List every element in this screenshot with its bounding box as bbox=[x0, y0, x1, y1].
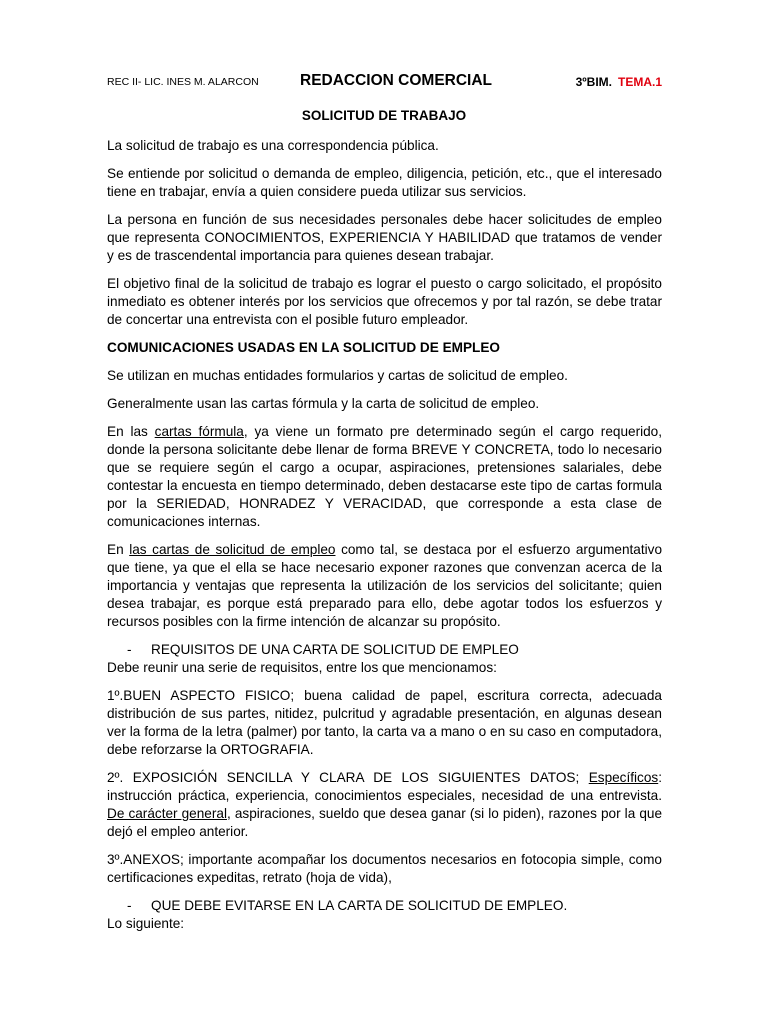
text-run: 2º. EXPOSICIÓN SENCILLA Y CLARA DE LOS SIGUIENTES DATOS; bbox=[107, 770, 589, 785]
underlined-term: De carácter general bbox=[107, 806, 227, 821]
paragraph: 3º.ANEXOS; importante acompañar los documentos necesarios en fotocopia simple, como certificaciones expeditas, retrato (hoja de vida), bbox=[107, 852, 662, 885]
underlined-term: cartas fórmula bbox=[154, 424, 244, 439]
underlined-term: Específicos bbox=[588, 770, 659, 785]
paragraph: El objetivo final de la solicitud de trabajo es lograr el puesto o cargo solicitado, el propósito inmediato es obtener interés por los servicios que ofrecemos y por tal razón, se debe tratar de concertar una entrevista con el posible futuro empleador. bbox=[107, 276, 662, 327]
text-run: , ya viene un formato pre determinado según el cargo requerido, donde la persona solicitante debe llenar de forma BREVE Y CONCRETA, todo lo necesario que se requiere según el cargo a ocupar, aspiraciones, pretensiones salariales, debe contestar la encuesta en tiempo determinado, deben destacarse este tipo de cartas formula por la SERIEDAD, HONRADEZ Y VERACIDAD, que corresponde a esta clase de comunicaciones internas. bbox=[107, 424, 663, 529]
paragraph: Lo siguiente: bbox=[107, 916, 185, 931]
header-unit bbox=[576, 75, 662, 89]
paragraph bbox=[107, 541, 662, 631]
dash-item-text: QUE DEBE EVITARSE EN LA CARTA DE SOLICITUD DE EMPLEO. bbox=[151, 898, 568, 913]
dash-marker: - bbox=[127, 898, 132, 913]
text-run: : instrucción práctica, experiencia, conocimientos especiales, necesidad de una entrevista. bbox=[107, 770, 662, 803]
section-heading: COMUNICACIONES USADAS EN LA SOLICITUD DE EMPLEO bbox=[107, 340, 500, 355]
header-tema: TEMA.1 bbox=[617, 75, 662, 89]
paragraph: Debe reunir una serie de requisitos, entre los que mencionamos: bbox=[107, 660, 497, 675]
paragraph bbox=[107, 769, 662, 841]
header-author: REC II- LIC. INES M. ALARCON bbox=[107, 76, 259, 88]
dash-item-text: REQUISITOS DE UNA CARTA DE SOLICITUD DE EMPLEO bbox=[151, 642, 519, 657]
text-run: , aspiraciones, sueldo que desea ganar (si lo piden), razones por la que dejó el empleo anterior. bbox=[107, 806, 663, 839]
paragraph: La persona en función de sus necesidades personales debe hacer solicitudes de empleo que representa CONOCIMIENTOS, EXPERIENCIA Y HABILIDAD que tratamos de vender y es de trascendental importancia para quienes desean trabajar. bbox=[107, 212, 662, 263]
paragraph: 1º.BUEN ASPECTO FISICO; buena calidad de papel, escritura correcta, adecuada distribución de sus partes, nitidez, pulcritud y agradable presentación, en algunas desean ver la forma de la letra (palmer) por tanto, la carta va a mano o en su caso en computadora, debe reforzarse la ORTOGRAFIA. bbox=[107, 688, 662, 757]
dash-list-item bbox=[107, 897, 662, 915]
dash-marker: - bbox=[127, 642, 132, 657]
paragraph bbox=[107, 423, 662, 531]
underlined-term: las cartas de solicitud de empleo bbox=[129, 542, 336, 557]
text-run: En las bbox=[107, 424, 155, 439]
paragraph: Generalmente usan las cartas fórmula y la carta de solicitud de empleo. bbox=[107, 396, 540, 411]
dash-list-item bbox=[107, 641, 662, 659]
header-bim: 3ºBIM. bbox=[575, 75, 612, 89]
document-body bbox=[107, 137, 662, 933]
page-title: SOLICITUD DE TRABAJO bbox=[301, 108, 467, 123]
paragraph: La solicitud de trabajo es una correspondencia pública. bbox=[107, 138, 439, 153]
paragraph: Se utilizan en muchas entidades formularios y cartas de solicitud de empleo. bbox=[107, 368, 568, 383]
text-run: En bbox=[107, 542, 130, 557]
page-header bbox=[107, 72, 662, 94]
text-run: como tal, se destaca por el esfuerzo argumentativo que tiene, ya que el ella se hace necesario exponer razones que convenzan acerca de la importancia y ventajas que representa la utilización de los servicios del solicitante; quien desea trabajar, es porque está preparado para ello, debe agotar todos los esfuerzos y recursos posibles con la firme intención de alcanzar su propósito. bbox=[107, 542, 663, 629]
paragraph: Se entiende por solicitud o demanda de empleo, diligencia, petición, etc., que el interesado tiene en trabajar, envía a quien considere pueda utilizar sus servicios. bbox=[107, 166, 662, 199]
header-course: REDACCION COMERCIAL bbox=[300, 72, 493, 89]
